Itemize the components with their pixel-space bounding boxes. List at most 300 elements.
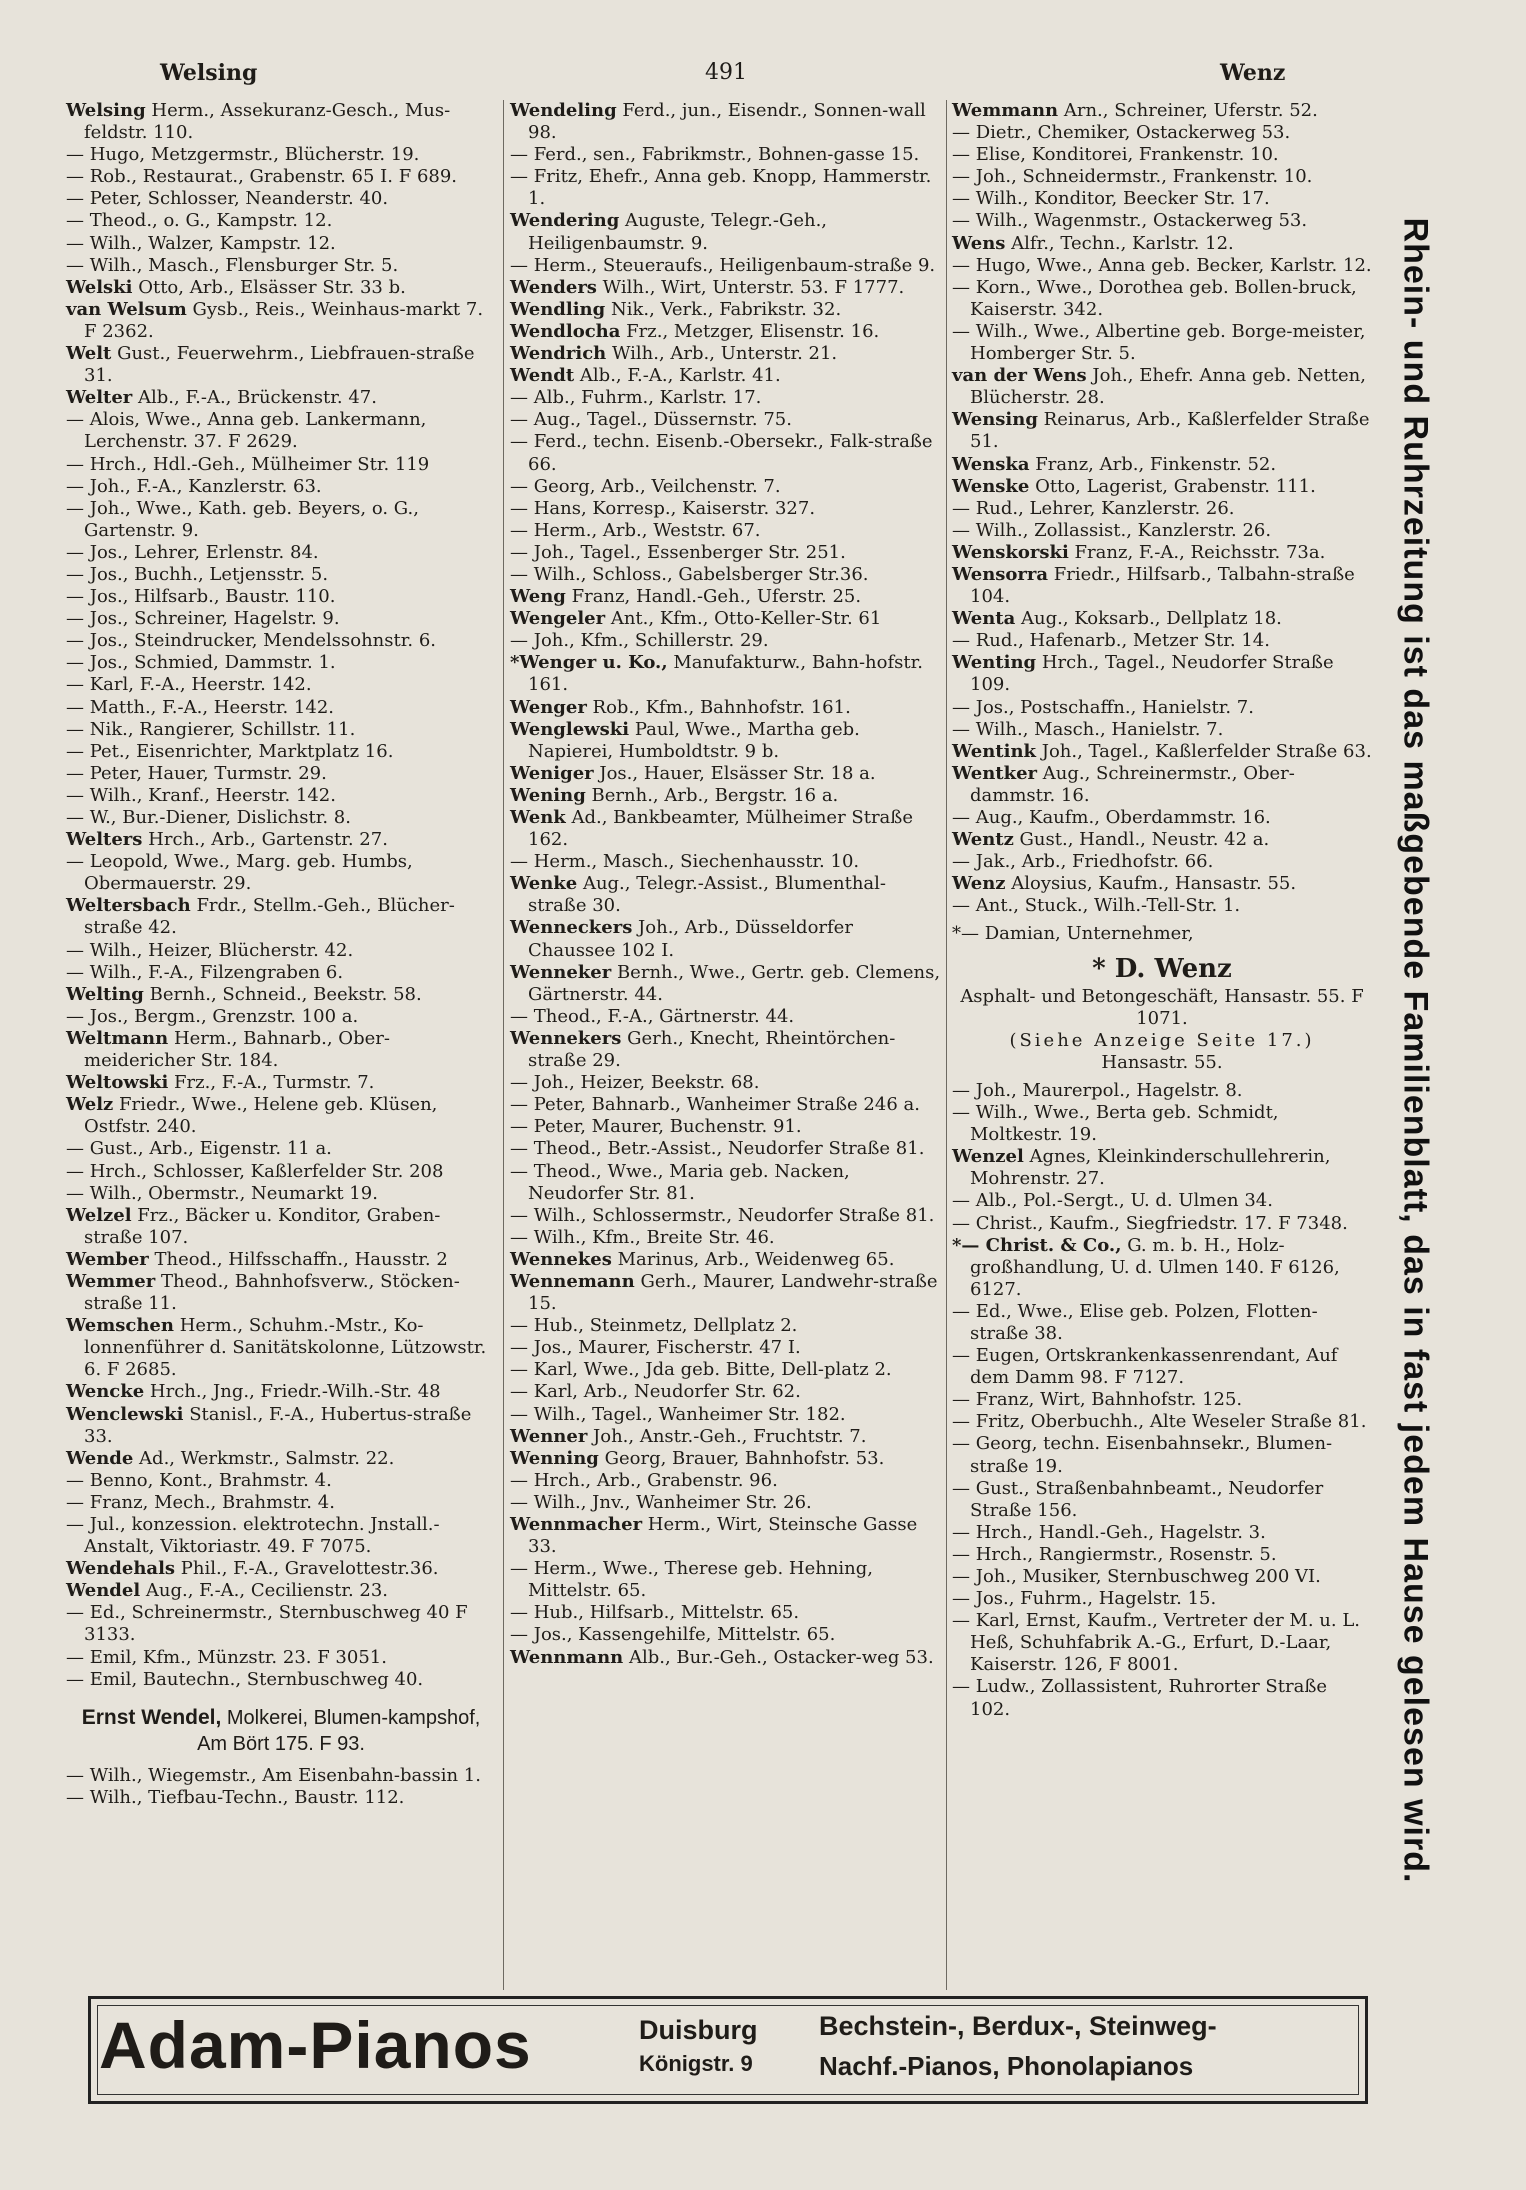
entry-details: Herm., Schuhm.-Mstr., Ko-lonnenführer d. Sanitätskolonne, Lützowstr. 6. F 2685. bbox=[84, 1315, 487, 1381]
entry-surname: Wendeling bbox=[510, 100, 617, 121]
entry-surname: Wentink bbox=[952, 740, 1036, 762]
entry-details: — Herm., Wwe., Therese geb. Hehning, Mittelstr. 65. bbox=[510, 1558, 874, 1602]
entry-surname: Wemmann bbox=[952, 100, 1059, 121]
entry-surname: Wennmann bbox=[510, 1646, 624, 1668]
entry-surname: Wenskorski bbox=[952, 541, 1069, 563]
entry-surname: *— Christ. & Co., bbox=[952, 1234, 1122, 1256]
header-last-name: Wenz bbox=[1220, 60, 1286, 86]
entry-details: — Herm., Arb., Weststr. 67. bbox=[510, 519, 761, 541]
entry-details: — Jos., Kassengehilfe, Mittelstr. 65. bbox=[510, 1624, 836, 1646]
directory-entry bbox=[952, 1433, 1372, 1477]
entry-details: — Wilh., Masch., Hanielstr. 7. bbox=[952, 718, 1224, 740]
entry-details: Franz, F.-A., Reichsstr. 73a. bbox=[1068, 541, 1326, 563]
directory-entry bbox=[66, 697, 496, 719]
directory-entry bbox=[952, 923, 1372, 945]
side-banner-text: Rhein- und Ruhrzeitung ist das maßgebende Familienblatt, das in fast jedem Hause gelesen wird. bbox=[1396, 217, 1435, 1883]
directory-entry bbox=[952, 166, 1372, 188]
entry-details: Theod., Hilfsschaffn., Hausstr. 2 bbox=[148, 1248, 448, 1270]
directory-entry bbox=[952, 1478, 1372, 1522]
entry-details: — Rud., Hafenarb., Metzer Str. 14. bbox=[952, 630, 1270, 652]
entry-surname: Wenglewski bbox=[510, 718, 630, 740]
entry-details: — Fritz, Ehefr., Anna geb. Knopp, Hammerstr. 1. bbox=[510, 166, 932, 210]
directory-entry bbox=[952, 1345, 1372, 1389]
directory-entry bbox=[66, 233, 496, 255]
entry-details: Agnes, Kleinkinderschullehrerin, Mohrenstr. 27. bbox=[970, 1146, 1331, 1190]
directory-entry bbox=[510, 277, 942, 299]
entry-surname: Wendlocha bbox=[510, 320, 621, 342]
directory-entry bbox=[952, 476, 1372, 498]
directory-entry bbox=[66, 1647, 496, 1669]
entry-details: — Theod., Betr.-Assist., Neudorfer Straße 81. bbox=[510, 1138, 925, 1160]
directory-entry bbox=[66, 1580, 496, 1602]
entry-details: Herm., Wirt, Steinsche Gasse 33. bbox=[528, 1514, 918, 1558]
entry-surname: Welt bbox=[66, 343, 112, 365]
directory-entry bbox=[510, 564, 942, 586]
entry-details: — Wilh., Kranf., Heerstr. 142. bbox=[66, 784, 336, 806]
directory-entry bbox=[66, 1381, 496, 1403]
directory-entry bbox=[510, 365, 942, 387]
entry-details: Herm., Bahnarb., Ober-meidericher Str. 184. bbox=[84, 1027, 390, 1072]
entry-details: — Hugo, Wwe., Anna geb. Becker, Karlstr. 12. bbox=[952, 254, 1372, 276]
entry-details: — Wilh., Jnv., Wanheimer Str. 26. bbox=[510, 1491, 812, 1513]
directory-entry bbox=[952, 1146, 1372, 1190]
directory-column-3 bbox=[952, 100, 1372, 1721]
entry-surname: Wenders bbox=[510, 276, 597, 298]
entry-details: Gust., Feuerwehrm., Liebfrauen-straße 31. bbox=[84, 343, 475, 387]
entry-surname: Wentker bbox=[952, 762, 1038, 784]
advertisement bbox=[88, 1996, 1368, 2104]
directory-entry bbox=[510, 166, 942, 210]
directory-entry bbox=[66, 785, 496, 807]
directory-entry bbox=[66, 1514, 496, 1558]
entry-surname: Wendt bbox=[510, 365, 575, 387]
entry-surname: Wenke bbox=[510, 873, 578, 895]
entry-surname: Wenneker bbox=[510, 961, 612, 983]
directory-entry bbox=[66, 630, 496, 652]
entry-details: Asphalt- und Betongeschäft, Hansastr. 55. F 1071. bbox=[960, 985, 1364, 1029]
entry-details: — Wilh., Schlossermstr., Neudorfer Straße 81. bbox=[510, 1204, 935, 1226]
directory-entry bbox=[66, 1448, 496, 1470]
entry-surname: Wendehals bbox=[66, 1558, 176, 1580]
entry-details: Manufakturw., Bahn-hofstr. 161. bbox=[528, 652, 923, 696]
entry-details: Hrch., Jng., Friedr.-Wilh.-Str. 48 bbox=[144, 1381, 441, 1403]
entry-details: — Nik., Rangierer, Schillstr. 11. bbox=[66, 718, 356, 740]
directory-entry bbox=[66, 1602, 496, 1646]
directory-entry bbox=[952, 1389, 1372, 1411]
directory-entry bbox=[66, 1028, 496, 1072]
entry-details: — Elise, Konditorei, Frankenstr. 10. bbox=[952, 144, 1279, 166]
directory-entry bbox=[952, 255, 1372, 277]
entry-details: — Wilh., Obermstr., Neumarkt 19. bbox=[66, 1182, 378, 1204]
entry-details: Marinus, Arb., Weidenweg 65. bbox=[611, 1248, 895, 1270]
entry-details: — Jak., Arb., Friedhofstr. 66. bbox=[952, 851, 1214, 873]
directory-entry bbox=[952, 895, 1372, 917]
directory-entry bbox=[66, 674, 496, 696]
entry-details: Herm., Assekuranz-Gesch., Mus-feldstr. 110. bbox=[84, 100, 451, 144]
entry-details: — Fritz, Oberbuchh., Alte Weseler Straße 81. bbox=[952, 1411, 1367, 1433]
directory-entry bbox=[952, 1301, 1372, 1345]
directory-entry bbox=[952, 1676, 1372, 1720]
entry-surname: Wennekers bbox=[510, 1027, 622, 1049]
directory-entry bbox=[66, 586, 496, 608]
directory-entry bbox=[66, 210, 496, 232]
entry-surname: Weng bbox=[510, 586, 566, 608]
entry-details: Alb., F.-A., Brückenstr. 47. bbox=[132, 387, 377, 409]
entry-details: Aloysius, Kaufm., Hansastr. 55. bbox=[1005, 873, 1297, 895]
entry-details: — Jul., konzession. elektrotechn. Jnstall.-Anstalt, Viktoriastr. 49. F 7075. bbox=[66, 1514, 440, 1558]
directory-entry bbox=[952, 188, 1372, 210]
entry-details: — Rob., Restaurat., Grabenstr. 65 I. F 689. bbox=[66, 166, 458, 188]
entry-surname: Wenk bbox=[510, 807, 566, 828]
directory-entry bbox=[952, 122, 1372, 144]
entry-details: Wilh., Arb., Unterstr. 21. bbox=[606, 343, 838, 365]
entry-details: — Ed., Wwe., Elise geb. Polzen, Flotten-straße 38. bbox=[952, 1300, 1318, 1344]
directory-entry bbox=[66, 1249, 496, 1271]
directory-entry bbox=[952, 829, 1372, 851]
entry-surname: Wember bbox=[66, 1248, 149, 1270]
entry-details: Paul, Wwe., Martha geb. Napierei, Humboldtstr. 9 b. bbox=[528, 718, 860, 762]
entry-details: Otto, Arb., Elsässer Str. 33 b. bbox=[132, 276, 406, 298]
entry-surname: Wenzel bbox=[952, 1146, 1024, 1168]
entry-details: Joh., Anstr.-Geh., Fruchtstr. 7. bbox=[587, 1425, 867, 1447]
directory-entry bbox=[510, 1161, 942, 1205]
directory-entry bbox=[952, 873, 1372, 895]
directory-entry bbox=[66, 255, 496, 277]
entry-details: — Korn., Wwe., Dorothea geb. Bollen-bruck, Kaiserstr. 342. bbox=[952, 276, 1357, 320]
directory-entry bbox=[66, 1765, 496, 1787]
entry-details: — Hrch., Schlosser, Kaßlerfelder Str. 208 bbox=[66, 1160, 444, 1182]
directory-entry bbox=[510, 1448, 942, 1470]
directory-entry bbox=[952, 741, 1372, 763]
directory-entry bbox=[952, 719, 1372, 741]
entry-details: — Joh., Musiker, Sternbuschweg 200 VI. bbox=[952, 1566, 1321, 1587]
directory-entry bbox=[510, 630, 942, 652]
directory-entry bbox=[510, 144, 942, 166]
directory-entry bbox=[952, 1588, 1372, 1610]
ad-brand: Adam-Pianos bbox=[99, 2008, 532, 2082]
directory-entry bbox=[952, 851, 1372, 873]
entry-details: Alb., Bur.-Geh., Ostacker-weg 53. bbox=[623, 1646, 934, 1668]
directory-entry bbox=[510, 321, 942, 343]
entry-details: — Georg, techn. Eisenbahnsekr., Blumen-straße 19. bbox=[952, 1433, 1333, 1477]
entry-details: — Theod., F.-A., Gärtnerstr. 44. bbox=[510, 1005, 795, 1027]
entry-details: — Wilh., Masch., Flensburger Str. 5. bbox=[66, 254, 399, 276]
entry-details: Aug., Telegr.-Assist., Blumenthal-straße 30. bbox=[528, 873, 886, 917]
directory-entry bbox=[510, 608, 942, 630]
directory-entry bbox=[952, 807, 1372, 829]
directory-entry bbox=[952, 1102, 1372, 1146]
directory-entry bbox=[510, 100, 942, 144]
entry-details: Friedr., Wwe., Helene geb. Klüsen, Ostfstr. 240. bbox=[84, 1094, 438, 1138]
directory-entry bbox=[510, 697, 942, 719]
entry-details: — Ferd., techn. Eisenb.-Obersekr., Falk-straße 66. bbox=[510, 431, 933, 475]
entry-details: Joh., Tagel., Kaßlerfelder Straße 63. bbox=[1036, 740, 1372, 762]
entry-surname: Wenclewski bbox=[66, 1403, 184, 1425]
entry-details: Frz., F.-A., Turmstr. 7. bbox=[168, 1072, 375, 1094]
entry-details: — Emil, Bautechn., Sternbuschweg 40. bbox=[66, 1668, 424, 1690]
directory-entry bbox=[66, 277, 496, 299]
directory-column-1 bbox=[66, 100, 496, 1809]
entry-details: — Peter, Bahnarb., Wanheimer Straße 246 a. bbox=[510, 1094, 920, 1116]
entry-details: — Jos., Steindrucker, Mendelssohnstr. 6. bbox=[66, 630, 436, 652]
entry-details: — Ludw., Zollassistent, Ruhrorter Straße 102. bbox=[952, 1676, 1328, 1720]
entry-details: — Joh., Tagel., Essenberger Str. 251. bbox=[510, 541, 846, 563]
directory-entry bbox=[952, 210, 1372, 232]
page-header bbox=[80, 60, 1360, 100]
directory-entry bbox=[66, 962, 496, 984]
directory-entry bbox=[66, 1205, 496, 1249]
entry-details: — Herm., Masch., Siechenhausstr. 10. bbox=[510, 851, 860, 873]
entry-surname: Wenta bbox=[952, 608, 1016, 630]
entry-details: — Matth., F.-A., Heerstr. 142. bbox=[66, 696, 334, 718]
entry-surname: Wenning bbox=[510, 1447, 599, 1469]
entry-details: — Joh., F.-A., Kanzlerstr. 63. bbox=[66, 475, 322, 497]
entry-details: Georg, Brauer, Bahnhofstr. 53. bbox=[598, 1447, 885, 1469]
directory-entry bbox=[66, 1094, 496, 1138]
entry-details: — Hans, Korresp., Kaiserstr. 327. bbox=[510, 497, 816, 519]
entry-surname: van Welsum bbox=[66, 298, 187, 320]
directory-entry bbox=[510, 1271, 942, 1315]
entry-details: — Jos., Hilfsarb., Baustr. 110. bbox=[66, 586, 336, 608]
entry-details: Franz, Handl.-Geh., Uferstr. 25. bbox=[565, 586, 862, 608]
entry-details: — Dietr., Chemiker, Ostackerweg 53. bbox=[952, 122, 1291, 144]
entry-surname: van der Wens bbox=[952, 365, 1087, 387]
entry-details: — Rud., Lehrer, Kanzlerstr. 26. bbox=[952, 497, 1235, 519]
entry-details: (Siehe Anzeige Seite 17.) bbox=[1009, 1029, 1315, 1051]
entry-surname: Wendrich bbox=[510, 343, 607, 365]
entry-surname: Welting bbox=[66, 983, 144, 1005]
directory-entry bbox=[66, 1161, 496, 1183]
entry-details: — Emil, Kfm., Münzstr. 23. F 3051. bbox=[66, 1646, 387, 1668]
directory-entry bbox=[952, 763, 1372, 807]
directory-entry bbox=[510, 962, 942, 1006]
ad-products-line: Nachf.-Pianos, Phonolapianos bbox=[819, 2051, 1194, 2081]
entry-details: Theod., Bahnhofsverw., Stöcken-straße 11. bbox=[84, 1270, 460, 1315]
directory-entry bbox=[66, 1669, 496, 1691]
directory-entry bbox=[66, 1072, 496, 1094]
directory-entry bbox=[66, 409, 496, 453]
directory-entry bbox=[66, 719, 496, 741]
directory-column-2 bbox=[510, 100, 942, 1669]
directory-entry bbox=[66, 564, 496, 586]
entry-details: — Christ., Kaufm., Siegfriedstr. 17. F 7348. bbox=[952, 1212, 1348, 1234]
page-number: 491 bbox=[705, 60, 747, 85]
entry-details: Joh., Arb., Düsseldorfer Chaussee 102 I. bbox=[528, 917, 853, 961]
entry-details: — Benno, Kont., Brahmstr. 4. bbox=[66, 1469, 332, 1491]
entry-details: — Eugen, Ortskrankenkassenrendant, Auf dem Damm 98. F 7127. bbox=[952, 1345, 1338, 1389]
entry-surname: Wenneckers bbox=[510, 917, 633, 939]
entry-surname: Wensorra bbox=[952, 563, 1049, 585]
directory-entry bbox=[66, 1183, 496, 1205]
entry-surname: Wenger bbox=[510, 696, 587, 718]
entry-surname: Wenz bbox=[952, 873, 1006, 895]
entry-details: Molkerei, Blumen-kampshof, Am Bört 175. F 93. bbox=[197, 1706, 481, 1755]
side-banner bbox=[1380, 100, 1450, 2000]
entry-details: Ferd., jun., Eisendr., Sonnen-wall 98. bbox=[528, 100, 926, 144]
directory-entry bbox=[66, 1315, 496, 1381]
entry-details: — Joh., Heizer, Beekstr. 68. bbox=[510, 1072, 760, 1094]
entry-details: — Franz, Mech., Brahmstr. 4. bbox=[66, 1491, 335, 1513]
entry-details: — Wilh., Wiegemstr., Am Eisenbahn-bassin 1. bbox=[66, 1764, 481, 1786]
entry-surname: Wemschen bbox=[66, 1315, 174, 1337]
directory-entry bbox=[510, 1426, 942, 1448]
directory-entry bbox=[510, 807, 942, 851]
entry-details: — Alb., Pol.-Sergt., U. d. Ulmen 34. bbox=[952, 1190, 1273, 1212]
entry-details: — Hub., Hilfsarb., Mittelstr. 65. bbox=[510, 1602, 800, 1624]
entry-details: Hansastr. 55. bbox=[1101, 1051, 1223, 1073]
directory-entry bbox=[66, 542, 496, 564]
entry-details: — Jos., Buchh., Letjensstr. 5. bbox=[66, 563, 329, 585]
directory-entry bbox=[66, 1705, 496, 1757]
directory-entry bbox=[510, 520, 942, 542]
directory-entry bbox=[66, 1492, 496, 1514]
entry-details: Jos., Hauer, Elsässer Str. 18 a. bbox=[593, 762, 876, 784]
directory-entry bbox=[510, 210, 942, 254]
directory-entry bbox=[952, 986, 1372, 1030]
entry-details: Ad., Bankbeamter, Mülheimer Straße 162. bbox=[528, 807, 913, 851]
directory-entry bbox=[66, 387, 496, 409]
entry-surname: *Wenger u. Ko., bbox=[510, 652, 668, 674]
entry-details: — Hrch., Arb., Grabenstr. 96. bbox=[510, 1469, 778, 1491]
directory-entry bbox=[952, 1566, 1372, 1588]
entry-surname: Wennekes bbox=[510, 1248, 612, 1270]
entry-details: — Leopold, Wwe., Marg. geb. Humbs, Obermauerstr. 29. bbox=[66, 851, 413, 895]
entry-surname: Welski bbox=[66, 276, 133, 298]
directory-entry bbox=[510, 873, 942, 917]
directory-entry bbox=[66, 829, 496, 851]
entry-details: Gust., Handl., Neustr. 42 a. bbox=[1013, 829, 1270, 851]
entry-details: Hrch., Arb., Gartenstr. 27. bbox=[142, 829, 388, 851]
entry-details: — Ferd., sen., Fabrikmstr., Bohnen-gasse 15. bbox=[510, 144, 920, 166]
entry-details: — Jos., Bergm., Grenzstr. 100 a. bbox=[66, 1005, 359, 1027]
directory-entry bbox=[952, 630, 1372, 652]
directory-entry bbox=[510, 1028, 942, 1072]
entry-details: — Ed., Schreinermstr., Sternbuschweg 40 F 3133. bbox=[66, 1602, 468, 1646]
entry-surname: Weltowski bbox=[66, 1072, 169, 1094]
entry-details: — Aug., Tagel., Düssernstr. 75. bbox=[510, 409, 792, 431]
entry-surname: Weniger bbox=[510, 762, 594, 784]
entry-surname: Wende bbox=[66, 1447, 134, 1469]
entry-details: Frz., Bäcker u. Konditor, Graben-straße 107. bbox=[84, 1204, 441, 1248]
entry-details: Frdr., Stellm.-Geh., Blücher-straße 42. bbox=[84, 895, 455, 939]
directory-entry bbox=[952, 1213, 1372, 1235]
directory-entry bbox=[510, 1647, 942, 1669]
directory-entry bbox=[510, 763, 942, 785]
entry-details: — Joh., Kfm., Schillerstr. 29. bbox=[510, 630, 769, 652]
entry-details: Franz, Arb., Finkenstr. 52. bbox=[1029, 453, 1277, 475]
entry-surname: Wens bbox=[952, 232, 1006, 254]
entry-details: Gerh., Maurer, Landwehr-straße 15. bbox=[528, 1270, 938, 1315]
directory-entry bbox=[510, 476, 942, 498]
entry-surname: Wenner bbox=[510, 1425, 588, 1447]
directory-entry bbox=[952, 1235, 1372, 1301]
entry-details: — Theod., Wwe., Maria geb. Nacken, Neudorfer Str. 81. bbox=[510, 1160, 850, 1204]
directory-entry bbox=[510, 343, 942, 365]
directory-entry bbox=[510, 255, 942, 277]
directory-entry bbox=[510, 1470, 942, 1492]
entry-details: Alb., F.-A., Karlstr. 41. bbox=[574, 365, 781, 387]
entry-surname: Wenska bbox=[952, 453, 1030, 475]
directory-entry bbox=[510, 431, 942, 475]
entry-details: Ant., Kfm., Otto-Keller-Str. 61 bbox=[605, 608, 882, 630]
directory-entry bbox=[510, 1138, 942, 1160]
directory-entry bbox=[952, 1610, 1372, 1676]
entry-details: — Gust., Straßenbahnbeamt., Neudorfer Straße 156. bbox=[952, 1477, 1324, 1521]
directory-entry bbox=[66, 652, 496, 674]
column-divider bbox=[946, 100, 947, 1990]
directory-entry bbox=[66, 343, 496, 387]
entry-details: Gerh., Knecht, Rheintörchen-straße 29. bbox=[528, 1027, 896, 1072]
directory-entry bbox=[952, 564, 1372, 608]
directory-entry bbox=[510, 586, 942, 608]
entry-details: — Karl, Wwe., Jda geb. Bitte, Dell-platz 2. bbox=[510, 1359, 892, 1381]
entry-surname: Wendel bbox=[66, 1580, 141, 1602]
directory-entry bbox=[66, 940, 496, 962]
entry-details: — Gust., Arb., Eigenstr. 11 a. bbox=[66, 1138, 332, 1160]
entry-surname: Welzel bbox=[66, 1204, 132, 1226]
directory-entry bbox=[510, 409, 942, 431]
entry-details: Frz., Metzger, Elisenstr. 16. bbox=[620, 320, 880, 342]
directory-entry bbox=[510, 387, 942, 409]
directory-entry bbox=[510, 1558, 942, 1602]
entry-details: Nik., Verk., Fabrikstr. 32. bbox=[605, 298, 842, 320]
entry-surname: Wendling bbox=[510, 298, 606, 320]
directory-entry bbox=[510, 299, 942, 321]
entry-details: — Wilh., Schloss., Gabelsberger Str.36. bbox=[510, 563, 869, 585]
entry-details: — Alb., Fuhrm., Karlstr. 17. bbox=[510, 387, 762, 409]
entry-details: Auguste, Telegr.-Geh., Heiligenbaumstr. 9. bbox=[528, 210, 828, 254]
column-divider bbox=[503, 100, 504, 1990]
directory-entry bbox=[66, 984, 496, 1006]
entry-details: — Jos., Fuhrm., Hagelstr. 15. bbox=[952, 1588, 1217, 1610]
directory-entry bbox=[510, 1602, 942, 1624]
entry-details: — Peter, Schlosser, Neanderstr. 40. bbox=[66, 188, 389, 210]
entry-details: Bernh., Wwe., Gertr. geb. Clemens, Gärtnerstr. 44. bbox=[528, 961, 941, 1005]
entry-details: — Ant., Stuck., Wilh.-Tell-Str. 1. bbox=[952, 895, 1241, 917]
directory-entry bbox=[66, 608, 496, 630]
directory-entry bbox=[510, 498, 942, 520]
entry-surname: Welter bbox=[66, 387, 133, 409]
directory-entry bbox=[66, 895, 496, 939]
directory-entry bbox=[952, 498, 1372, 520]
entry-details: — Wilh., Tiefbau-Techn., Baustr. 112. bbox=[66, 1786, 405, 1808]
directory-entry bbox=[66, 1787, 496, 1809]
entry-surname: Wennemann bbox=[510, 1270, 635, 1292]
entry-details: — Peter, Maurer, Buchenstr. 91. bbox=[510, 1116, 802, 1138]
directory-entry bbox=[952, 233, 1372, 255]
ad-city: Duisburg bbox=[639, 2015, 758, 2045]
directory-entry bbox=[510, 1116, 942, 1138]
directory-entry bbox=[66, 1271, 496, 1315]
directory-entry bbox=[510, 917, 942, 961]
directory-entry bbox=[66, 807, 496, 829]
directory-entry bbox=[510, 1072, 942, 1094]
entry-details: — Karl, F.-A., Heerstr. 142. bbox=[66, 674, 312, 696]
entry-details: — Jos., Schreiner, Hagelstr. 9. bbox=[66, 608, 340, 630]
directory-entry bbox=[510, 851, 942, 873]
entry-details: — Hugo, Metzgermstr., Blücherstr. 19. bbox=[66, 144, 420, 166]
directory-entry bbox=[66, 1138, 496, 1160]
directory-entry bbox=[952, 144, 1372, 166]
entry-surname: Weltersbach bbox=[66, 895, 191, 917]
directory-entry bbox=[66, 1006, 496, 1028]
directory-entry bbox=[510, 1404, 942, 1426]
directory-entry bbox=[66, 1470, 496, 1492]
entry-surname: Welters bbox=[66, 829, 143, 851]
directory-entry bbox=[510, 1249, 942, 1271]
entry-details: Friedr., Hilfsarb., Talbahn-straße 104. bbox=[970, 563, 1355, 608]
entry-details: Aug., F.-A., Cecilienstr. 23. bbox=[140, 1580, 389, 1602]
